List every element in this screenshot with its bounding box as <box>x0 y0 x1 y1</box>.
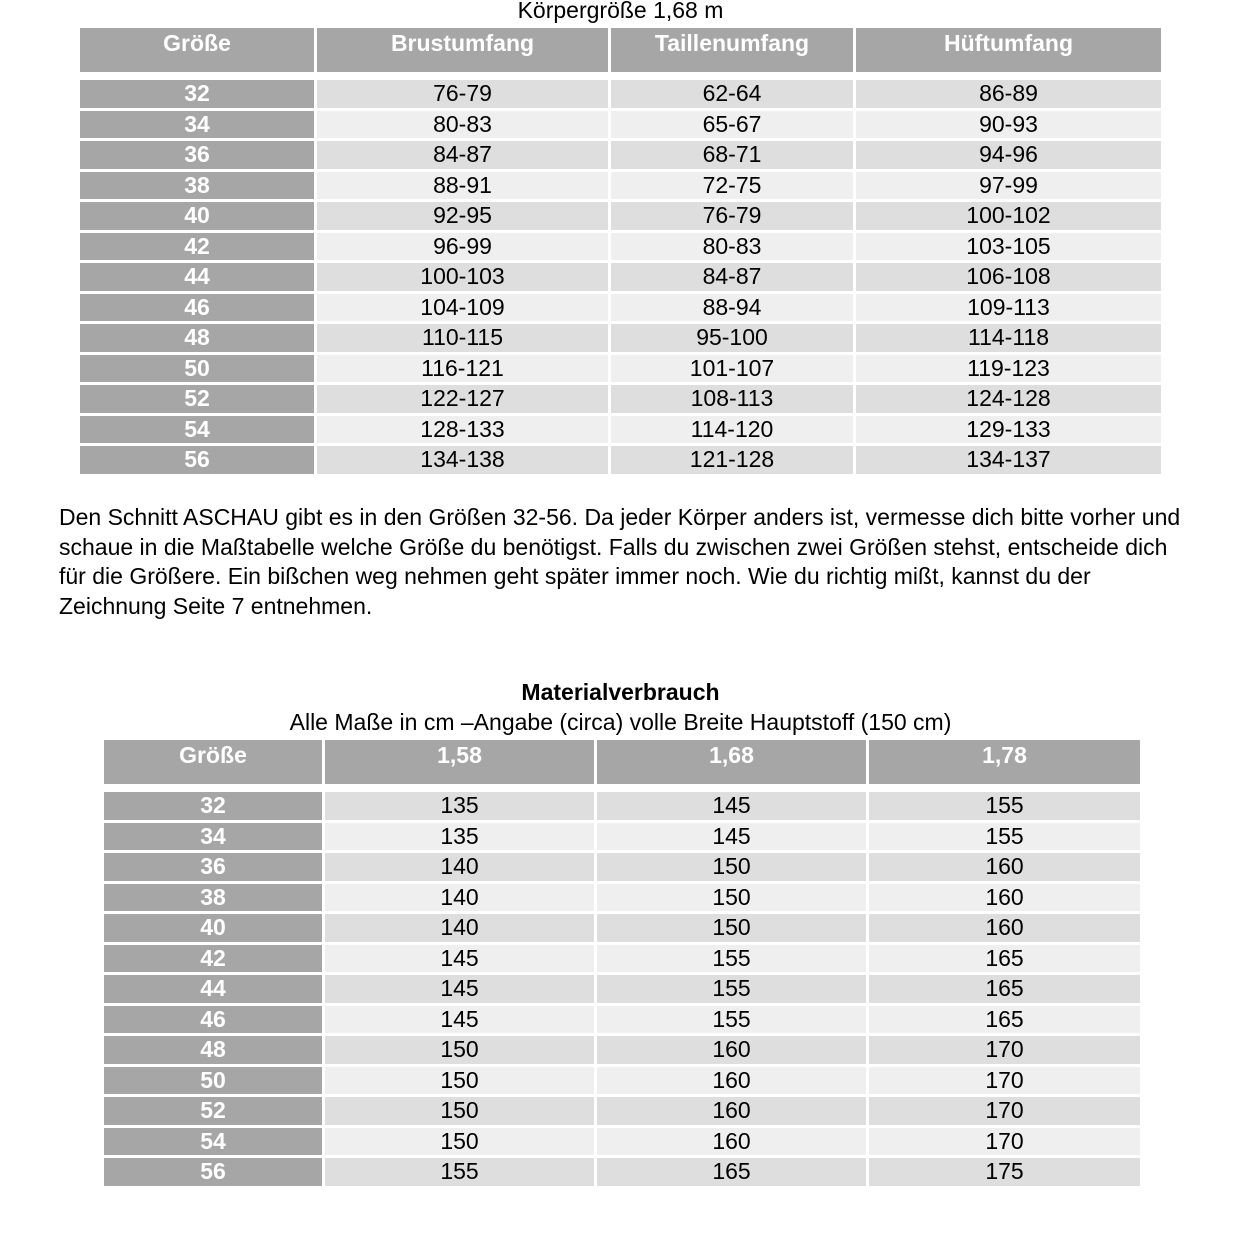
table-row <box>104 975 1140 1003</box>
size-cell: 42 <box>104 945 322 973</box>
table-row <box>104 1128 1140 1156</box>
spacer-cell <box>104 787 322 789</box>
value-cell: 134-138 <box>317 446 608 474</box>
table-row <box>104 884 1140 912</box>
spacer-cell <box>597 787 866 789</box>
value-cell: 62-64 <box>611 80 853 108</box>
value-cell: 90-93 <box>856 111 1161 139</box>
value-cell: 128-133 <box>317 416 608 444</box>
value-cell: 170 <box>869 1128 1140 1156</box>
table-row <box>80 294 1161 322</box>
size-cell: 48 <box>80 324 314 352</box>
spacer-cell <box>317 75 608 77</box>
value-cell: 165 <box>869 1006 1140 1034</box>
table-row <box>80 263 1161 291</box>
value-cell: 150 <box>325 1036 594 1064</box>
size-cell: 44 <box>104 975 322 1003</box>
size-cell: 36 <box>80 141 314 169</box>
table-row <box>80 385 1161 413</box>
value-cell: 86-89 <box>856 80 1161 108</box>
value-cell: 145 <box>597 792 866 820</box>
table-row <box>104 792 1140 820</box>
size-cell: 34 <box>80 111 314 139</box>
table-row <box>80 446 1161 474</box>
size-cell: 38 <box>80 172 314 200</box>
value-cell: 103-105 <box>856 233 1161 261</box>
height-168-column-header: 1,68 <box>597 740 866 784</box>
height-178-column-header: 1,78 <box>869 740 1140 784</box>
value-cell: 135 <box>325 823 594 851</box>
size-chart-table <box>77 25 1164 477</box>
value-cell: 100-102 <box>856 202 1161 230</box>
value-cell: 150 <box>597 914 866 942</box>
size-cell: 40 <box>80 202 314 230</box>
value-cell: 106-108 <box>856 263 1161 291</box>
value-cell: 160 <box>869 884 1140 912</box>
size-cell: 40 <box>104 914 322 942</box>
value-cell: 140 <box>325 914 594 942</box>
value-cell: 150 <box>325 1128 594 1156</box>
size-cell: 38 <box>104 884 322 912</box>
value-cell: 80-83 <box>317 111 608 139</box>
value-cell: 109-113 <box>856 294 1161 322</box>
value-cell: 175 <box>869 1158 1140 1186</box>
value-cell: 88-94 <box>611 294 853 322</box>
value-cell: 80-83 <box>611 233 853 261</box>
size-cell: 50 <box>104 1067 322 1095</box>
value-cell: 121-128 <box>611 446 853 474</box>
value-cell: 140 <box>325 884 594 912</box>
value-cell: 119-123 <box>856 355 1161 383</box>
value-cell: 165 <box>869 975 1140 1003</box>
value-cell: 97-99 <box>856 172 1161 200</box>
value-cell: 114-118 <box>856 324 1161 352</box>
table-row <box>80 80 1161 108</box>
size-cell: 46 <box>104 1006 322 1034</box>
table-row <box>104 1006 1140 1034</box>
size-cell: 32 <box>104 792 322 820</box>
value-cell: 76-79 <box>611 202 853 230</box>
value-cell: 134-137 <box>856 446 1161 474</box>
size-column-header: Größe <box>104 740 322 784</box>
sizing-instructions: Den Schnitt ASCHAU gibt es in den Größen 32-56. Da jeder Körper anders ist, vermesse dich bitte vorher und schaue in die Maßtabelle welche Größe du benötigst. Falls du zwischen zwei Größen stehst, entscheide dich für die Größere. Ein bißchen weg nehmen geht später immer noch. Wie du richtig mißt, kannst du der Zeichnung Seite 7 entnehmen. <box>59 504 1181 619</box>
size-cell: 56 <box>80 446 314 474</box>
table-row <box>80 111 1161 139</box>
value-cell: 155 <box>325 1158 594 1186</box>
bust-column-header: Brustumfang <box>317 28 608 72</box>
value-cell: 110-115 <box>317 324 608 352</box>
value-cell: 94-96 <box>856 141 1161 169</box>
value-cell: 155 <box>869 823 1140 851</box>
size-column-header: Größe <box>80 28 314 72</box>
hip-column-header: Hüftumfang <box>856 28 1161 72</box>
value-cell: 116-121 <box>317 355 608 383</box>
table-row <box>80 202 1161 230</box>
table-row <box>104 1097 1140 1125</box>
value-cell: 76-79 <box>317 80 608 108</box>
value-cell: 160 <box>597 1067 866 1095</box>
material-chart-header-row <box>104 740 1140 784</box>
value-cell: 95-100 <box>611 324 853 352</box>
table-row <box>80 172 1161 200</box>
size-cell: 36 <box>104 853 322 881</box>
value-cell: 155 <box>597 975 866 1003</box>
height-158-column-header: 1,58 <box>325 740 594 784</box>
value-cell: 170 <box>869 1067 1140 1095</box>
size-cell: 48 <box>104 1036 322 1064</box>
size-cell: 54 <box>80 416 314 444</box>
value-cell: 92-95 <box>317 202 608 230</box>
size-cell: 50 <box>80 355 314 383</box>
size-chart-header-gap <box>80 75 1161 77</box>
value-cell: 124-128 <box>856 385 1161 413</box>
value-cell: 155 <box>869 792 1140 820</box>
value-cell: 170 <box>869 1036 1140 1064</box>
value-cell: 145 <box>325 1006 594 1034</box>
table-row <box>104 853 1140 881</box>
table-row <box>104 823 1140 851</box>
value-cell: 170 <box>869 1097 1140 1125</box>
size-cell: 32 <box>80 80 314 108</box>
value-cell: 155 <box>597 1006 866 1034</box>
table-row <box>80 355 1161 383</box>
spacer-cell <box>856 75 1161 77</box>
value-cell: 150 <box>597 884 866 912</box>
size-cell: 56 <box>104 1158 322 1186</box>
size-cell: 54 <box>104 1128 322 1156</box>
value-cell: 145 <box>325 975 594 1003</box>
value-cell: 65-67 <box>611 111 853 139</box>
waist-column-header: Taillenumfang <box>611 28 853 72</box>
size-cell: 46 <box>80 294 314 322</box>
size-cell: 34 <box>104 823 322 851</box>
value-cell: 150 <box>325 1097 594 1125</box>
value-cell: 165 <box>597 1158 866 1186</box>
value-cell: 135 <box>325 792 594 820</box>
value-cell: 160 <box>869 914 1140 942</box>
value-cell: 84-87 <box>317 141 608 169</box>
material-chart-table <box>101 737 1143 1189</box>
value-cell: 140 <box>325 853 594 881</box>
value-cell: 150 <box>325 1067 594 1095</box>
material-chart-subtitle: Alle Maße in cm –Angabe (circa) volle Breite Hauptstoff (150 cm) <box>289 709 952 735</box>
material-chart-title: Materialverbrauch <box>521 679 720 705</box>
value-cell: 129-133 <box>856 416 1161 444</box>
spacer-cell <box>325 787 594 789</box>
material-chart-header-gap <box>104 787 1140 789</box>
value-cell: 160 <box>597 1097 866 1125</box>
value-cell: 104-109 <box>317 294 608 322</box>
size-chart-caption: Körpergröße 1,68 m <box>517 0 724 23</box>
table-row <box>104 945 1140 973</box>
value-cell: 72-75 <box>611 172 853 200</box>
spacer-cell <box>869 787 1140 789</box>
table-row <box>80 141 1161 169</box>
size-cell: 52 <box>80 385 314 413</box>
value-cell: 122-127 <box>317 385 608 413</box>
value-cell: 100-103 <box>317 263 608 291</box>
value-cell: 155 <box>597 945 866 973</box>
spacer-cell <box>80 75 314 77</box>
value-cell: 160 <box>597 1128 866 1156</box>
value-cell: 145 <box>597 823 866 851</box>
size-cell: 44 <box>80 263 314 291</box>
size-chart-header-row <box>80 28 1161 72</box>
table-row <box>104 1067 1140 1095</box>
spacer-cell <box>611 75 853 77</box>
value-cell: 160 <box>597 1036 866 1064</box>
value-cell: 114-120 <box>611 416 853 444</box>
value-cell: 88-91 <box>317 172 608 200</box>
table-row <box>104 1158 1140 1186</box>
table-row <box>80 324 1161 352</box>
value-cell: 84-87 <box>611 263 853 291</box>
value-cell: 150 <box>597 853 866 881</box>
value-cell: 165 <box>869 945 1140 973</box>
table-row <box>80 416 1161 444</box>
size-cell: 42 <box>80 233 314 261</box>
size-cell: 52 <box>104 1097 322 1125</box>
table-row <box>80 233 1161 261</box>
value-cell: 96-99 <box>317 233 608 261</box>
value-cell: 68-71 <box>611 141 853 169</box>
table-row <box>104 1036 1140 1064</box>
table-row <box>104 914 1140 942</box>
value-cell: 145 <box>325 945 594 973</box>
value-cell: 108-113 <box>611 385 853 413</box>
value-cell: 160 <box>869 853 1140 881</box>
value-cell: 101-107 <box>611 355 853 383</box>
